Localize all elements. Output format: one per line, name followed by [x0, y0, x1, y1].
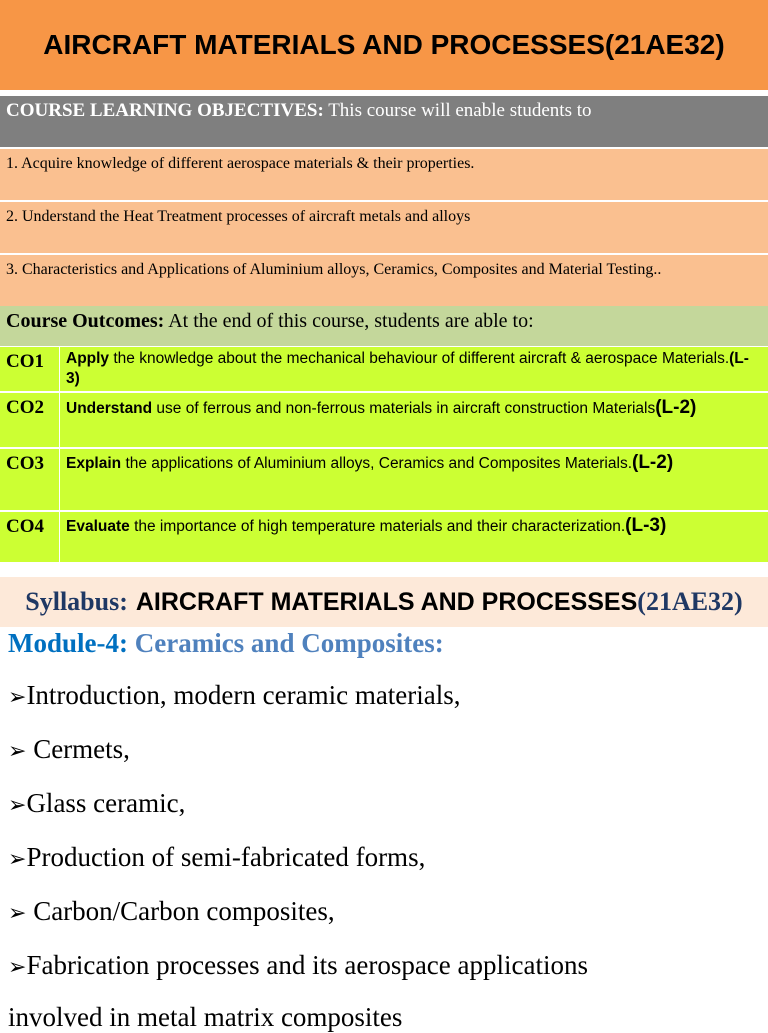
syllabus-title: AIRCRAFT MATERIALS AND PROCESSES [135, 587, 638, 616]
objective-text: 3. Characteristics and Applications of Aluminium alloys, Ceramics, Composites and Material Testing.. [6, 261, 662, 278]
continuation-text: involved in metal matrix composites [8, 1002, 403, 1032]
page-title: AIRCRAFT MATERIALS AND PROCESSES(21AE32) [43, 29, 725, 60]
outcome-verb: Explain [66, 455, 122, 472]
topic-text: Production of semi-fabricated forms, [26, 842, 426, 872]
outcome-description: the importance of high temperature materials and their characterization. [129, 518, 626, 535]
objectives-header [0, 96, 768, 147]
outcome-verb: Apply [66, 350, 110, 367]
outcome-row-co3 [0, 448, 768, 510]
outcome-level: (L-2) [655, 397, 697, 418]
outcome-level: (L-3) [66, 350, 749, 387]
topic-item [8, 680, 461, 711]
topic-item [8, 896, 335, 927]
outcomes-header-text: At the end of this course, students are able to: [164, 310, 534, 332]
outcome-id: CO1 [0, 347, 60, 391]
topic-text: Introduction, modern ceramic materials, [26, 680, 461, 710]
outcome-row-co2 [0, 392, 768, 447]
objective-row-1 [0, 148, 768, 200]
topic-item [8, 842, 425, 873]
outcome-description: use of ferrous and non-ferrous materials in aircraft construction Materials [152, 400, 656, 417]
module-label: Module-4: [8, 628, 128, 658]
topic-text: Glass ceramic, [26, 788, 186, 818]
arrow-bullet-icon: ➢ [8, 685, 27, 710]
objective-row-3 [0, 254, 768, 306]
objectives-header-text: This course will enable students to [323, 100, 592, 121]
outcome-id: CO3 [0, 449, 60, 510]
title-banner [0, 0, 768, 90]
outcome-description: the knowledge about the mechanical behaviour of different aircraft & aerospace Materials. [109, 350, 730, 367]
outcome-text [66, 512, 762, 537]
module-heading [8, 628, 444, 659]
syllabus-label: Syllabus: [25, 587, 128, 616]
topic-text: Carbon/Carbon composites, [26, 896, 335, 926]
outcome-text [66, 449, 762, 474]
arrow-bullet-icon: ➢ [8, 955, 27, 980]
outcome-verb: Understand [66, 400, 153, 417]
outcome-row-co4 [0, 511, 768, 562]
arrow-bullet-icon: ➢ [8, 793, 27, 818]
objective-text: 1. Acquire knowledge of different aerospace materials & their properties. [6, 155, 475, 172]
syllabus-banner [0, 577, 768, 627]
objectives-header-label: COURSE LEARNING OBJECTIVES: [6, 100, 324, 121]
outcome-id: CO4 [0, 512, 60, 562]
outcome-row-co1 [0, 346, 768, 391]
outcome-level: (L-2) [632, 452, 674, 473]
topic-text: Cermets, [26, 734, 130, 764]
outcome-level: (L-3) [625, 515, 667, 536]
outcome-text [66, 347, 762, 389]
outcomes-header-label: Course Outcomes: [6, 310, 165, 332]
outcome-text [66, 393, 762, 421]
topic-item [8, 734, 130, 765]
outcome-description: the applications of Aluminium alloys, Ceramics and Composites Materials. [121, 455, 632, 472]
syllabus-code: (21AE32) [637, 587, 743, 616]
arrow-bullet-icon: ➢ [8, 739, 27, 764]
objective-text: 2. Understand the Heat Treatment processes of aircraft metals and alloys [6, 208, 471, 225]
arrow-bullet-icon: ➢ [8, 847, 27, 872]
module-name: Ceramics and Composites: [127, 628, 444, 658]
outcome-verb: Evaluate [66, 518, 130, 535]
outcomes-header [0, 306, 768, 346]
topic-item [8, 788, 185, 819]
topic-continuation [8, 1002, 402, 1033]
outcome-id: CO2 [0, 393, 60, 447]
arrow-bullet-icon: ➢ [8, 901, 27, 926]
topic-text: Fabrication processes and its aerospace applications [26, 950, 588, 980]
topic-item [8, 950, 588, 981]
objective-row-2 [0, 201, 768, 253]
